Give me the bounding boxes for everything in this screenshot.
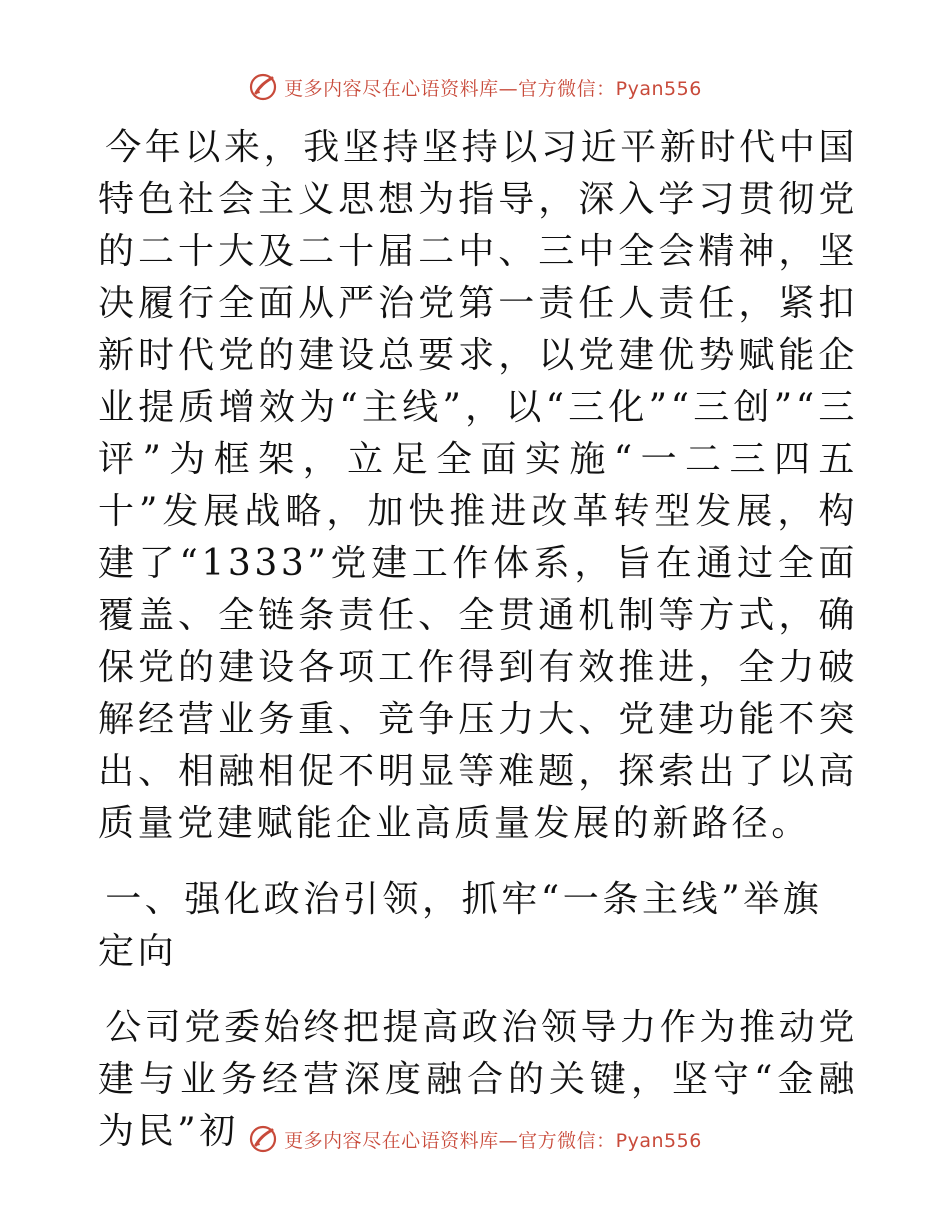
- document-body: [98, 122, 858, 1158]
- paragraph: 今年以来，我坚持坚持以习近平新时代中国特色社会主义思想为指导，深入学习贯彻党的二十大及二十届二中、三中全会精神，坚决履行全面从严治党第一责任人责任，紧扣新时代党的建设总要求，以党建优势赋能企业提质增效为“主线”，以“三化”“三创”“三评”为框架，立足全面实施“一二三四五十”发展战略，加快推进改革转型发展，构建了“1333”党建工作体系，旨在通过全面覆盖、全链条责任、全贯通机制等方式，确保党的建设各项工作得到有效推进，全力破解经营业务重、竞争压力大、党建功能不突出、相融相促不明显等难题，探索出了以高质量党建赋能企业高质量发展的新路径。: [98, 127, 858, 844]
- watermark-header: [0, 72, 950, 102]
- watermark-footer: [0, 1124, 950, 1154]
- section-heading: 一、强化政治引领，抓牢“一条主线”举旗定向: [98, 879, 823, 972]
- brush-logo-icon: [248, 1124, 278, 1154]
- paragraph: 公司党委始终把提高政治领导力作为推动党建与业务经营深度融合的关键，坚守“金融为民”初: [98, 1007, 858, 1152]
- watermark-text: 更多内容尽在心语资料库—官方微信：Pyan556: [284, 77, 702, 100]
- brush-logo-icon: [248, 72, 278, 102]
- watermark-text: 更多内容尽在心语资料库—官方微信：Pyan556: [284, 1129, 702, 1152]
